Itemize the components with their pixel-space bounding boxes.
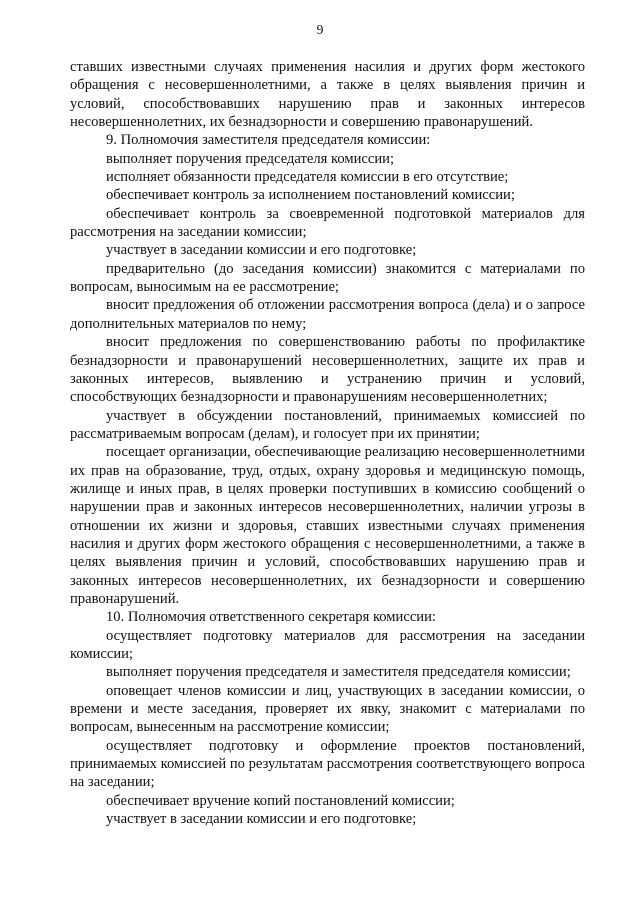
paragraph: участвует в заседании комиссии и его подготовке; xyxy=(106,242,417,259)
paragraph: выполняет поручения председателя комиссии; xyxy=(106,150,395,167)
paragraph-continuation: ставших известными случаях применения насилия и других форм жестокого обращения с несовершеннолетними, а также в целях выявления причин и условий, способствовавших нарушению прав и законных интересов несовершеннолетних, их безнадзорности и совершению правонарушений. xyxy=(70,59,585,131)
section-10-heading: 10. Полномочия ответственного секретаря комиссии: xyxy=(106,609,436,626)
paragraph: вносит предложения об отложении рассмотрения вопроса (дела) и о запросе дополнительных материалов по нему; xyxy=(70,297,585,332)
paragraph: осуществляет подготовку материалов для рассмотрения на заседании комиссии; xyxy=(70,627,585,662)
document-body xyxy=(70,58,585,828)
paragraph: обеспечивает вручение копий постановлений комиссии; xyxy=(106,792,455,809)
page-number: 9 xyxy=(316,22,324,37)
paragraph: вносит предложения по совершенствованию работы по профилактике безнадзорности и правонарушений несовершеннолетних, защите их прав и законных интересов, выявлению и устранению причин и условий, способствующих безнадзорности и правонарушениям несовершеннолетних; xyxy=(70,334,585,406)
paragraph: исполняет обязанности председателя комиссии в его отсутствие; xyxy=(106,169,509,186)
section-9-heading: 9. Полномочия заместителя председателя комиссии: xyxy=(106,132,431,149)
paragraph: обеспечивает контроль за исполнением постановлений комиссии; xyxy=(106,187,515,204)
paragraph: обеспечивает контроль за своевременной подготовкой материалов для рассмотрения на заседании комиссии; xyxy=(70,205,585,241)
paragraph: осуществляет подготовку и оформление проектов постановлений, принимаемых комиссией по результатам рассмотрения соответствующего вопроса на заседании; xyxy=(70,737,585,791)
paragraph: посещает организации, обеспечивающие реализацию несовершеннолетними их прав на образование, труд, отдых, охрану здоровья и медицинскую помощь, жилище и иных прав, в целях проверки поступивших в комиссию сообщений о нарушении прав и законных интересов несовершеннолетних, наличии угрозы в отношении их жизни и здоровья, ставших известными случаях применения насилия и других форм жестокого обращения с несовершеннолетними, а также в целях выявления причин и условий, способствовавших нарушению прав и законных интересов несовершеннолетних, их безнадзорности и совершению правонарушений. xyxy=(70,444,585,607)
paragraph: предварительно (до заседания комиссии) знакомится с материалами по вопросам, выносимым на ее рассмотрение; xyxy=(70,260,585,296)
paragraph: участвует в заседании комиссии и его подготовке; xyxy=(106,811,417,828)
paragraph: выполняет поручения председателя и заместителя председателя комиссии; xyxy=(106,664,571,681)
paragraph: оповещает членов комиссии и лиц, участвующих в заседании комиссии, о времени и месте заседания, проверяет их явку, знакомит с материалами по вопросам, вынесенным на рассмотрение комиссии; xyxy=(70,682,585,736)
paragraph: участвует в обсуждении постановлений, принимаемых комиссией по рассматриваемым вопросам (делам), и голосует при их принятии; xyxy=(70,407,585,442)
